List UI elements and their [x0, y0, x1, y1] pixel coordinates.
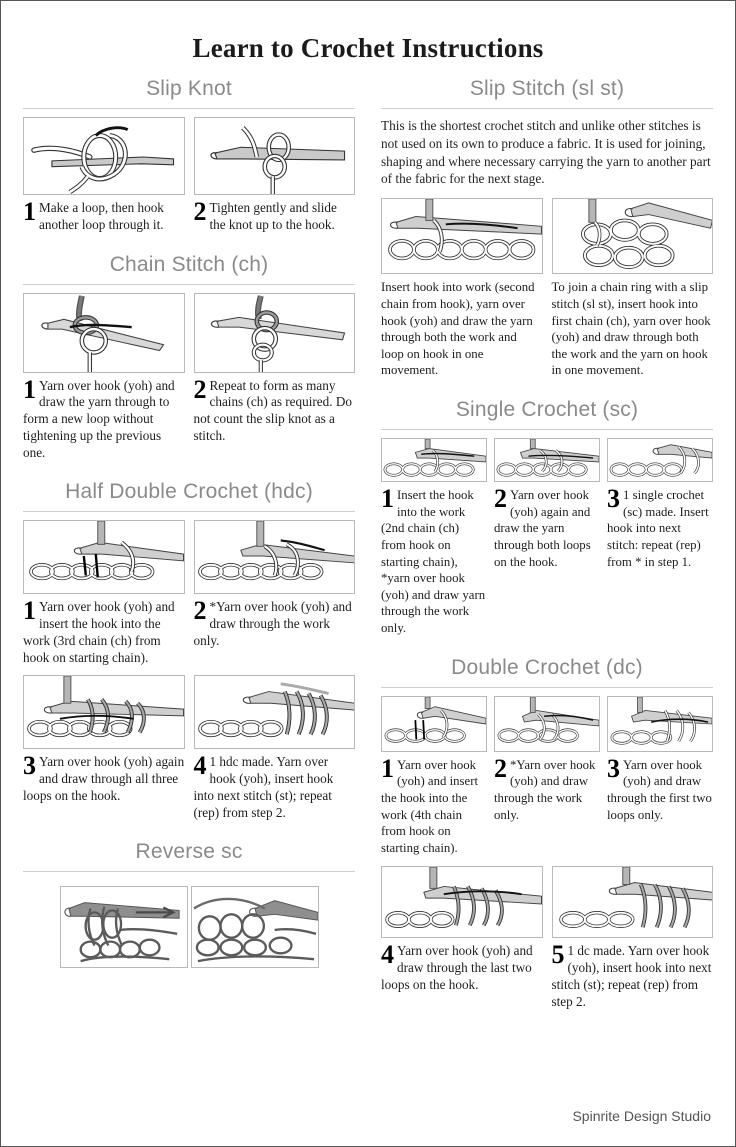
step-caption [552, 938, 714, 1010]
step-cell [194, 520, 356, 666]
step-cell [552, 198, 714, 379]
step-text: Yarn over hook (yoh) and draw through the last two loops on the hook. [381, 943, 533, 992]
section-heading-slip-knot: Slip Knot [146, 77, 232, 100]
step-text: Yarn over hook (yoh) and insert the hook into the work (4th chain from hook on starting chain). [381, 757, 479, 855]
figure-row [377, 438, 717, 637]
step-text: 1 single crochet (sc) made. Insert hook into next stitch: repeat (rep) from * in step 1. [607, 488, 709, 569]
figure-dc-4 [381, 866, 543, 938]
right-column [377, 68, 717, 1020]
step-text: 1 dc made. Yarn over hook (yoh), insert hook into next stitch (st); repeat (rep) from step 2. [551, 943, 712, 1009]
figure-slip-stitch-2 [552, 198, 714, 274]
section-heading-reverse-sc: Reverse sc [135, 840, 243, 864]
section-reverse-sc [19, 831, 359, 968]
section-divider [381, 687, 713, 688]
step-cell [194, 293, 356, 462]
step-cell [23, 117, 185, 234]
step-caption [381, 274, 543, 379]
step-cell [381, 198, 543, 379]
section-heading-single-crochet: Single Crochet (sc) [455, 398, 639, 421]
step-cell [494, 696, 600, 857]
step-text: *Yarn over hook (yoh) and draw through the work only. [494, 757, 596, 822]
section-slip-knot [19, 68, 359, 234]
step-text: Insert the hook into the work (2nd chain (ch) from hook on starting chain), *yarn over hook (yoh) and draw yarn through the work only. [381, 488, 486, 635]
figure-reverse-sc-1 [60, 886, 188, 968]
step-cell [23, 293, 185, 462]
figure-sc-2 [494, 438, 600, 482]
section-divider [381, 429, 713, 430]
step-number: 2 [193, 374, 207, 404]
step-cell [381, 866, 543, 1010]
step-cell [194, 117, 356, 234]
step-caption [381, 752, 487, 857]
step-number: 1 [23, 197, 36, 226]
section-divider [23, 511, 355, 512]
step-caption [552, 274, 714, 379]
figure-row [19, 520, 359, 666]
step-cell [552, 866, 714, 1010]
section-heading-double-crochet: Double Crochet (dc) [451, 655, 643, 679]
step-text: Yarn over hook (yoh) and insert the hook into the work (3rd chain (ch) from hook on starting chain). [23, 599, 175, 665]
step-number: 2 [494, 753, 507, 783]
section-divider [23, 284, 355, 285]
step-text: *Yarn over hook (yoh) and draw through the work only. [193, 599, 352, 648]
step-caption [194, 195, 356, 234]
step-cell [381, 696, 487, 857]
step-cell [23, 675, 185, 821]
figure-slip-stitch-1 [381, 198, 543, 274]
section-slip-stitch [377, 68, 717, 379]
section-chain-stitch [19, 244, 359, 462]
step-text: To join a chain ring with a slip stitch (sl st), insert hook into first chain (ch), yarn over hook (yoh) and draw through both the work and the yarn on hook in one movement. [551, 280, 711, 378]
step-caption [194, 373, 356, 445]
step-cell [494, 438, 600, 637]
section-intro-text: This is the shortest crochet stitch and unlike other stitches is not used on its own to produce a fabric. It is used for joining, shaping and where necessary carrying the yarn to another part of the fabric for the next stage. [381, 118, 711, 187]
figure-sc-3 [607, 438, 713, 482]
figure-row [377, 696, 717, 857]
step-cell [607, 438, 713, 637]
step-text: Make a loop, then hook another loop through it. [39, 200, 164, 232]
step-caption [607, 482, 713, 570]
section-heading-half-double-crochet: Half Double Crochet (hdc) [65, 480, 313, 504]
two-column-layout [1, 68, 735, 1020]
step-caption [194, 749, 356, 821]
figure-row [19, 880, 359, 968]
step-cell [607, 696, 713, 857]
step-caption [494, 752, 600, 824]
figure-sc-1 [381, 438, 487, 482]
step-number: 3 [607, 484, 620, 513]
figure-slip-knot-2 [194, 117, 356, 195]
page-title: Learn to Crochet Instructions [192, 33, 544, 63]
step-caption [607, 752, 713, 824]
step-text: Repeat to form as many chains (ch) as required. Do not count the slip knot as a stitch. [193, 377, 352, 443]
figure-row [19, 293, 359, 462]
step-number: 3 [23, 751, 36, 781]
step-caption [494, 482, 600, 570]
step-text: Yarn over hook (yoh) again and draw the yarn through both loops on the hook. [494, 488, 591, 569]
step-caption [23, 195, 185, 234]
step-text: Yarn over hook (yoh) and draw through the first two loops only. [607, 757, 712, 822]
step-caption [381, 482, 487, 637]
step-number: 5 [551, 940, 565, 970]
figure-hdc-4 [194, 675, 356, 749]
figure-dc-1 [381, 696, 487, 752]
footer-credit: Spinrite Design Studio [572, 1108, 711, 1124]
step-text: 1 hdc made. Yarn over hook (yoh), insert hook into next stitch (st); repeat (rep) from step 2. [193, 754, 334, 820]
step-number: 4 [381, 940, 394, 970]
section-heading-slip-stitch: Slip Stitch (sl st) [469, 77, 625, 100]
section-single-crochet [377, 389, 717, 637]
step-cell [381, 438, 487, 637]
step-number: 2 [193, 197, 207, 226]
section-divider [381, 108, 713, 109]
left-column [19, 68, 359, 978]
step-cell [23, 520, 185, 666]
step-number: 1 [381, 753, 394, 783]
figure-chain-stitch-1 [23, 293, 185, 373]
section-double-crochet [377, 647, 717, 1011]
step-number: 3 [607, 753, 620, 783]
section-half-double-crochet [19, 471, 359, 821]
figure-row [377, 198, 717, 379]
step-text: Yarn over hook (yoh) again and draw through all three loops on the hook. [23, 754, 185, 803]
figure-dc-5 [552, 866, 714, 938]
figure-dc-3 [607, 696, 713, 752]
step-caption [23, 749, 185, 804]
step-number: 1 [23, 596, 36, 626]
step-text: Tighten gently and slide the knot up to the hook. [209, 200, 337, 232]
step-number: 1 [23, 374, 36, 404]
step-number: 4 [193, 751, 207, 781]
step-caption [23, 594, 185, 666]
step-number: 2 [193, 596, 207, 626]
section-divider [23, 871, 355, 872]
figure-hdc-2 [194, 520, 356, 594]
step-caption [23, 373, 185, 462]
figure-chain-stitch-2 [194, 293, 356, 373]
step-number: 2 [494, 484, 507, 513]
step-text: Yarn over hook (yoh) and draw the yarn through to form a new loop without tightening up the previous one. [23, 377, 175, 460]
section-heading-chain-stitch: Chain Stitch (ch) [109, 252, 269, 276]
step-caption [194, 594, 356, 649]
section-divider [23, 108, 355, 109]
figure-slip-knot-1 [23, 117, 185, 195]
step-caption [381, 938, 543, 993]
figure-row [377, 866, 717, 1010]
step-number: 1 [381, 484, 394, 513]
figure-row [19, 117, 359, 234]
figure-hdc-3 [23, 675, 185, 749]
step-text: Insert hook into work (second chain from hook), yarn over hook (yoh) and draw the yarn through both the work and loop on hook in one movement. [381, 280, 535, 378]
figure-dc-2 [494, 696, 600, 752]
figure-reverse-sc-2 [191, 886, 319, 968]
figure-row [19, 675, 359, 821]
figure-hdc-1 [23, 520, 185, 594]
step-cell [194, 675, 356, 821]
